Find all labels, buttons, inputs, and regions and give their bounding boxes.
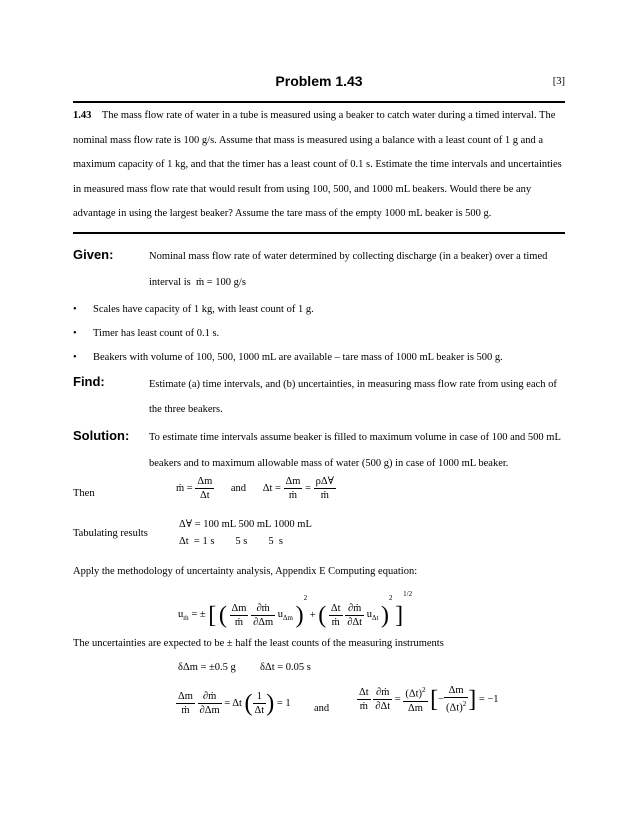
bullet-dot: • [73,352,77,363]
partial-time-equation: $\frac{\Delta t}{\text{ṁ}}$ $\frac{\text{∂ṁ}}{\partial\Delta t}$ = $\frac{(\Delta t)^2}{\Delta m}$ [− $\frac{\Delta m}{(\Delta t)^2}$ ] = −1 [359,685,499,714]
statement-line-2: nominal mass flow rate is 100 g/s. Assume that mass is measured using a balance with a least count of 1 g and a [73,134,544,146]
uncertainties-intro: The uncertainties are expected to be ± half the least counts of the measuring instruments [73,638,444,649]
given-line-2 [149,271,569,295]
partial-mass-equation: $\frac{\Delta m}{\text{ṁ}}$ $\frac{\text{∂ṁ}}{\partial\Delta m}$ = Δt ( $\frac{1}{\Delta t}$ ) = 1 [178,690,291,717]
tab-row2-symbol: Δt = [179,536,200,547]
statement-line-3: maximum capacity of 1 kg, and that the timer has a least count of 0.1 s. Estimate the time intervals and uncertainties [73,159,562,171]
find-label: Find: [73,374,105,389]
solution-line-2: beakers and to maximum allowable mass of water (500 g) in case of 1000 mL beaker. [149,458,509,469]
statement-line-5: advantage in using the largest beaker? Assume the tare mass of the empty 1000 mL beaker is 500 g. [73,208,492,220]
tabulating-label: Tabulating results [73,528,148,539]
solution-label: Solution: [73,428,130,443]
statement-line-1: The mass flow rate of water in a tube is measured using a beaker to catch water during a timed interval. The [101,110,556,121]
problem-statement [73,104,565,227]
least-count-mass: δΔm = ±0.5 g [178,662,236,673]
and-word: and [230,483,247,494]
points-label: [3] [552,76,565,87]
bullet-timer-text: Timer has least count of 0.1 s. [93,328,220,339]
solution-line-1: To estimate time intervals assume beaker is filled to maximum volume in case of 100 and 500 mL [149,432,561,443]
methodology-text: Apply the methodology of uncertainty analysis, Appendix E Computing equation: [73,566,418,577]
result-minus-one: = −1 [478,693,499,705]
then-equation: ṁ = $\frac{\Delta m}{\Delta t}$ and Δt = $\frac{\Delta m}{\text{ṁ}}$ = $\frac{\rho\Delta\forall}{\text{ṁ}}$ [176,476,334,501]
find-line-1: Estimate (a) time intervals, and (b) uncertainties, in measuring mass flow rate from using each of [149,379,557,390]
given-interval-prefix: interval is [149,277,191,288]
bullet-dot: • [73,304,77,315]
statement-rule [73,232,565,234]
problem-number: 1.43 [73,110,92,121]
result-one: = 1 [276,698,291,709]
top-rule [73,101,565,103]
uncertainty-equation: $u_ṁ$ = ± [ ( $\frac{\Delta m}{\text{ṁ}}$ $\frac{\text{∂ṁ}}{\partial\Delta m}$ $u_{\Delta m}$ )$^2$ + ( $\frac{\Delta t}{\text{ṁ}}$ $\frac{\text{∂ṁ}}{\partial\Delta t}$ $u_{\Delta t}$ )$^2$ ]$^{1/2}$ [178,590,413,629]
least-count-time: δΔt = 0.05 s [260,662,311,673]
given-label: Given: [73,247,114,262]
tab-row1-symbol: Δ∀ = [179,519,201,530]
given-flow-rate: ṁ = 100 g/s [195,277,246,288]
bullet-scales-text: Scales have capacity of 1 kg, with least count of 1 g. [93,304,314,315]
given-line-1: Nominal mass flow rate of water determined by collecting discharge (in a beaker) over a timed [149,251,548,262]
tab-row1-values: 100 mL 500 mL 1000 mL [203,519,312,530]
then-label: Then [73,488,95,499]
tab-row-time [179,536,283,547]
final-and-word: and [314,703,330,714]
statement-line-4: in measured mass flow rate that would result from using 100, 500, and 1000 mL beakers. Would there be any [73,183,532,195]
find-line-2: the three beakers. [149,404,223,415]
tab-row-volume [179,518,312,530]
bullet-dot: • [73,328,77,339]
bullet-beakers-text: Beakers with volume of 100, 500, 1000 mL are available – tare mass of 1000 mL beaker is 500 g. [93,352,503,363]
page-title: Problem 1.43 [275,73,363,89]
tab-row2-values: 1 s 5 s 5 s [202,536,283,547]
